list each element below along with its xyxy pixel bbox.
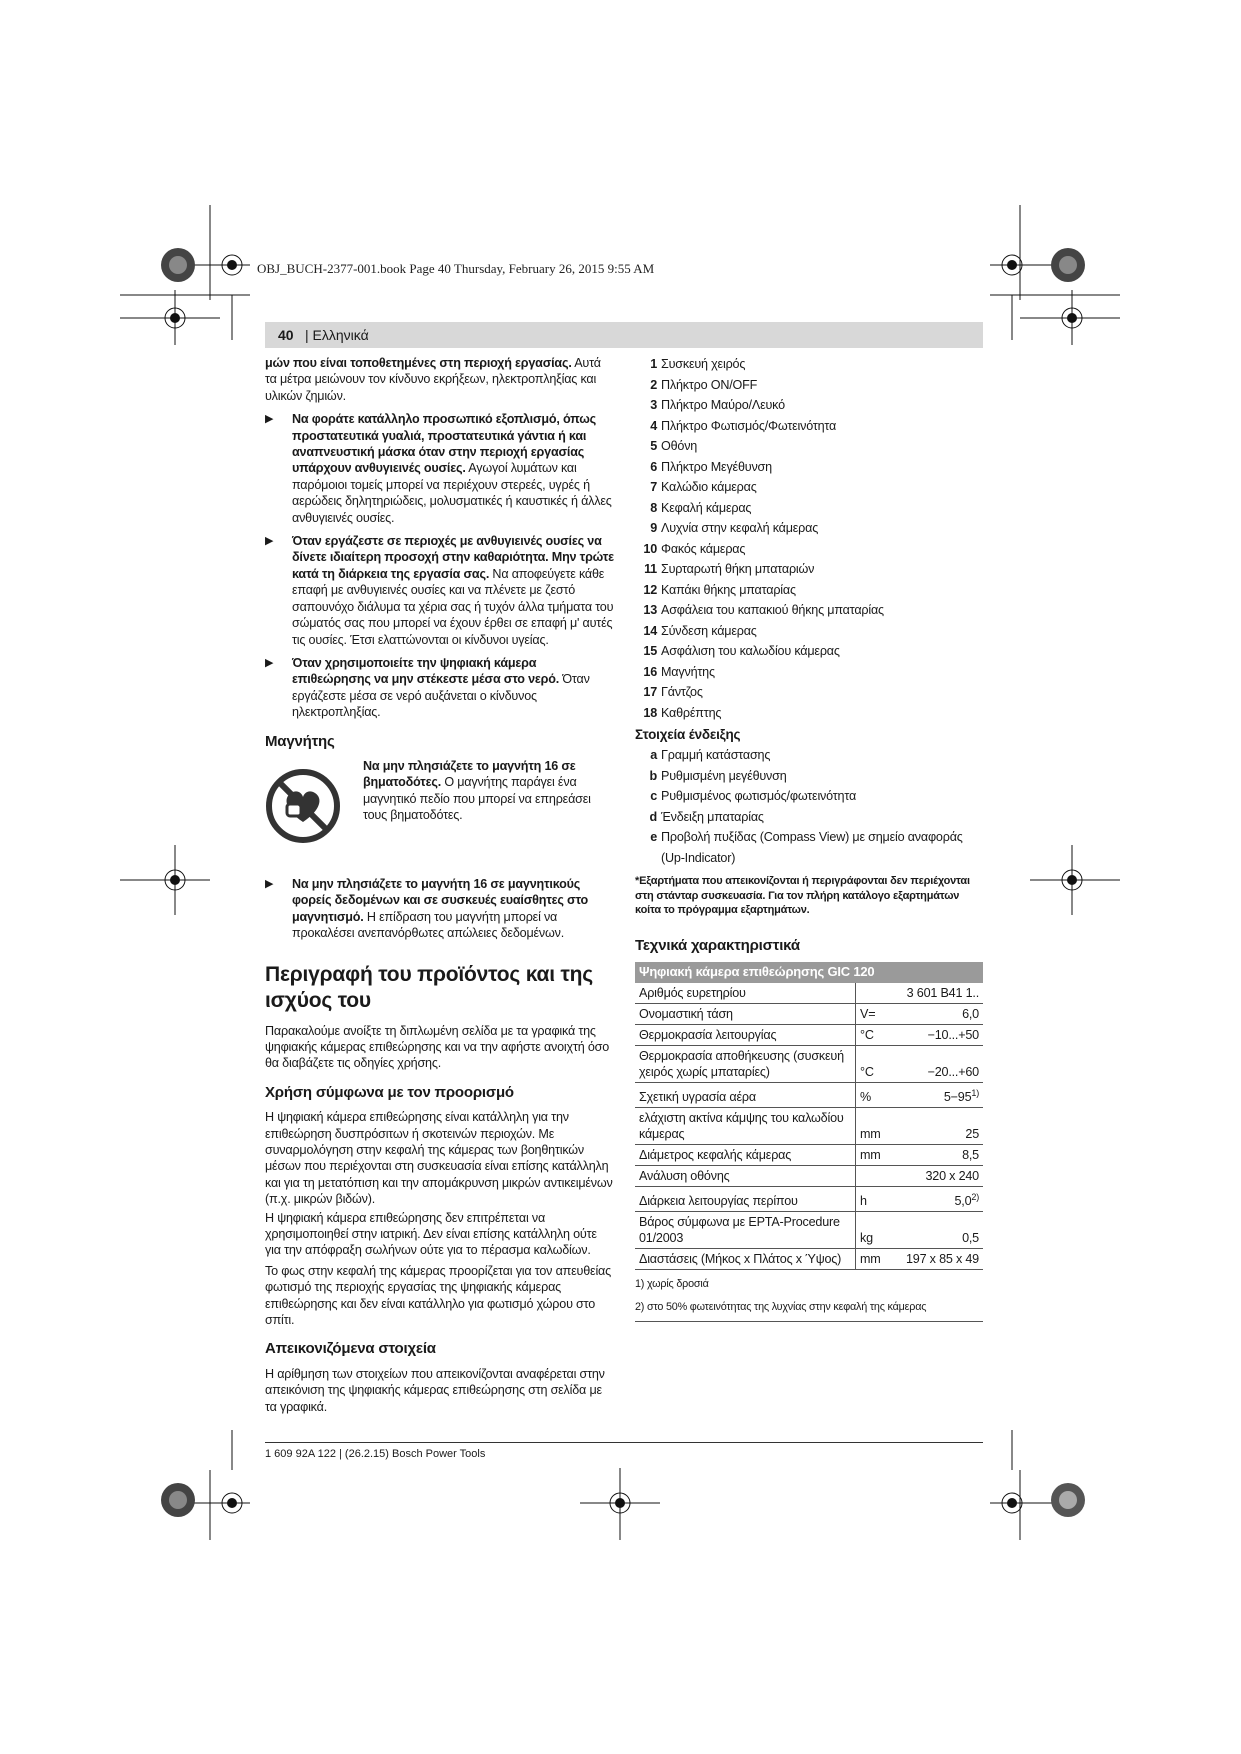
footnote-rule bbox=[635, 1321, 983, 1322]
bullet-triangle-icon: ▶ bbox=[265, 535, 274, 548]
spec-unit: mm bbox=[856, 1107, 895, 1144]
component-item bbox=[635, 703, 985, 724]
component-item bbox=[635, 457, 985, 478]
spec-label: Ανάλυση οθόνης bbox=[635, 1165, 856, 1186]
spec-label: Διαστάσεις (Μήκος x Πλάτος x Ύψος) bbox=[635, 1249, 856, 1270]
component-label: Γάντζος bbox=[661, 685, 703, 699]
component-label: Πλήκτρο Μεγέθυνση bbox=[661, 459, 772, 474]
component-number: 16 bbox=[643, 664, 657, 679]
component-number: 15 bbox=[643, 644, 657, 658]
bullet-item: ▶ Όταν χρησιμοποιείτε την ψηφιακή κάμερα επιθεώρησης να μην στέκεστε μέσα στο νερό. Όταν εργάζεστε μέσα σε νερό αυξάνεται ο κίνδυνος ηλεκτροπληξίας. bbox=[265, 655, 590, 720]
spec-row bbox=[635, 1144, 983, 1165]
component-item bbox=[635, 580, 985, 601]
component-number: 2 bbox=[650, 377, 657, 392]
paragraph: μών που είναι τοποθετημένες στη περιοχή εργασίας. Αυτά τα μέτρα μειώνουν τον κίνδυνο εκρήξεων, ηλεκτροπληξίας και υλικών ζημιών. bbox=[265, 356, 601, 403]
spec-row bbox=[635, 1082, 983, 1107]
component-number: 8 bbox=[650, 500, 657, 515]
page-header-bar bbox=[265, 322, 983, 348]
spec-label: Διάρκεια λειτουργίας περίπου bbox=[635, 1186, 856, 1211]
spec-unit bbox=[856, 1165, 895, 1186]
component-number: 1 bbox=[650, 357, 657, 371]
spec-label: Θερμοκρασία λειτουργίας bbox=[635, 1024, 856, 1045]
component-item bbox=[635, 416, 985, 437]
spec-label: Θερμοκρασία αποθήκευσης (συσκευή χειρός χωρίς μπαταρίες) bbox=[635, 1045, 856, 1082]
components-heading: Απεικονιζόμενα στοιχεία bbox=[265, 1340, 436, 1358]
component-label: Καθρέπτης bbox=[661, 705, 722, 720]
component-label: Λυχνία στην κεφαλή κάμερας bbox=[661, 521, 819, 535]
component-label: Πλήκτρο ON/OFF bbox=[661, 377, 758, 392]
component-number: 4 bbox=[650, 418, 657, 433]
spec-label: Βάρος σύμφωνα με EPTA-Procedure 01/2003 bbox=[635, 1212, 856, 1249]
spec-value: 8,5 bbox=[894, 1144, 983, 1165]
component-number: 17 bbox=[643, 685, 657, 699]
spec-row bbox=[635, 1212, 983, 1249]
component-number: 3 bbox=[650, 398, 657, 412]
display-item bbox=[635, 827, 985, 868]
component-item bbox=[635, 498, 985, 519]
component-label: Ασφάλεια του καπακιού θήκης μπαταρίας bbox=[661, 603, 884, 617]
tech-heading: Τεχνικά χαρακτηριστικά bbox=[635, 936, 800, 954]
spec-row bbox=[635, 1024, 983, 1045]
spec-unit: h bbox=[856, 1186, 895, 1211]
component-label: Πλήκτρο Μαύρο/Λευκό bbox=[661, 398, 785, 412]
display-heading: Στοιχεία ένδειξης bbox=[635, 727, 741, 742]
spec-unit: V= bbox=[856, 1003, 895, 1024]
section-language bbox=[305, 327, 369, 343]
header-separator: | bbox=[305, 327, 313, 343]
use-paragraph-1: Η ψηφιακή κάμερα επιθεώρησης είναι κατάλληλη για την επιθεώρηση δυσπρόσιτων ή σκοτεινών περιοχών. Με συναρμολόγηση στην κεφαλή της κάμερας των βοηθητικών μέσων που περιέχονται στη συσκευασία είναι επίσης κατάλληλη και για τη μετατόπιση και την απομάκρυνση μικρών αντικειμένων (π.χ. μικρών βιδών). bbox=[265, 1110, 613, 1207]
component-number: 18 bbox=[643, 705, 657, 720]
spec-value: −20...+60 bbox=[894, 1045, 983, 1082]
component-number: 10 bbox=[643, 541, 657, 556]
component-number: 9 bbox=[650, 521, 657, 535]
display-item-label: Γραμμή κατάστασης bbox=[661, 748, 771, 763]
display-item-letter: c bbox=[650, 789, 657, 804]
component-number: 7 bbox=[650, 480, 657, 494]
component-number: 13 bbox=[643, 603, 657, 617]
spec-row bbox=[635, 1186, 983, 1211]
component-number: 14 bbox=[643, 623, 657, 638]
component-label: Καλώδιο κάμερας bbox=[661, 480, 757, 494]
component-item bbox=[635, 600, 985, 621]
spec-label: Ονομαστική τάση bbox=[635, 1003, 856, 1024]
magnet-heading: Μαγνήτης bbox=[265, 732, 335, 750]
component-item bbox=[635, 539, 985, 560]
spec-value: $5-95^{1)}$ bbox=[894, 1082, 983, 1107]
left-column bbox=[265, 355, 615, 1415]
magnet-warning bbox=[265, 758, 615, 858]
display-items-list bbox=[635, 745, 985, 868]
file-info-header: OBJ_BUCH-2377-001.book Page 40 Thursday, February 26, 2015 9:55 AM bbox=[257, 261, 655, 276]
component-item bbox=[635, 354, 985, 375]
spec-value: 320 x 240 bbox=[894, 1165, 983, 1186]
page-footer: 1 609 92A 122 | (26.2.15) Bosch Power Tools bbox=[265, 1448, 486, 1460]
specs-table-title: Ψηφιακή κάμερα επιθεώρησης GIC 120 bbox=[635, 962, 983, 982]
spec-label: Διάμετρος κεφαλής κάμερας bbox=[635, 1144, 856, 1165]
spec-label: ελάχιστη ακτίνα κάμψης του καλωδίου κάμερας bbox=[635, 1107, 856, 1144]
display-item-letter: a bbox=[650, 748, 657, 763]
spec-unit: mm bbox=[856, 1249, 895, 1270]
spec-unit: °C bbox=[856, 1045, 895, 1082]
footnote-2: 2) στο 50% φωτεινότητας της λυχνίας στην κεφαλή της κάμερας bbox=[635, 1300, 927, 1313]
spec-row bbox=[635, 983, 983, 1004]
spec-value: 0,5 bbox=[894, 1212, 983, 1249]
components-list bbox=[635, 354, 985, 723]
bullet-triangle-icon: ▶ bbox=[265, 656, 274, 669]
component-label: Οθόνη bbox=[661, 439, 698, 453]
display-item-label: Προβολή πυξίδας (Compass View) με σημείο αναφοράς (Up-Indicator) bbox=[661, 830, 963, 865]
component-number: 12 bbox=[643, 582, 657, 597]
bullet-item: ▶ Να φοράτε κατάλληλο προσωπικό εξοπλισμό, όπως προστατευτικά γυαλιά, προστατευτικά γάντια ή και αναπνευστική μάσκα όταν στην περιοχή εργασίας υπάρχουν ανθυγιεινές ουσίες. Αγωγοί λυμάτων και παρόμοιοι τομείς μπορεί να περιέχουν στερεές, υγρές ή αερώδεις δηλητηριώδεις, μολυσματικές ή καυστικές ή άλλες ανθυγιεινές ουσίες. bbox=[265, 412, 612, 525]
magnet-note: Να μην πλησιάζετε το μαγνήτη 16 σε βηματοδότες. Ο μαγνήτης παράγει ένα μαγνητικό πεδίο που μπορεί να επηρεάσει τους βηματοδότες. bbox=[363, 758, 591, 823]
spec-unit: mm bbox=[856, 1144, 895, 1165]
display-item bbox=[635, 786, 985, 807]
component-item bbox=[635, 662, 985, 683]
display-item-letter: b bbox=[649, 768, 657, 783]
no-pacemaker-icon bbox=[265, 768, 341, 844]
display-item bbox=[635, 745, 985, 766]
bullet-item: ▶ Όταν εργάζεστε σε περιοχές με ανθυγιεινές ουσίες να δίνετε ιδιαίτερη προσοχή στην καθαριότητα. Μην τρώτε κατά τη διάρκεια της εργασία σας. Να αποφεύγετε κάθε επαφή με ανθυγιεινές ουσίες και να πλένετε με ζεστό σαπουνόχο διάλυμα τα χέρια σας ή τυχόν άλλα τμήματα του σώματός σας που μπορεί να έχουν έρθει σε επαφή μ' αυτές τις ουσίες. Έτσι ελαττώνονται οι κίνδυνοι υγείας. bbox=[265, 534, 614, 647]
use-paragraph-3: Το φως στην κεφαλή της κάμερας προορίζεται για τον απευθείας φωτισμό της περιοχής εργασίας της ψηφιακής κάμερας επιθεώρησης και δεν είναι κατάλληλο για φωτισμό χώρου στο σπίτι. bbox=[265, 1263, 612, 1328]
spec-label: Αριθμός ευρετηρίου bbox=[635, 983, 856, 1004]
use-heading: Χρήση σύμφωνα με τον προορισμό bbox=[265, 1083, 514, 1101]
language-label: Ελληνικά bbox=[312, 327, 369, 343]
components-paragraph: Η αρίθμηση των στοιχείων που απεικονίζονται αναφέρεται στην απεικόνιση της ψηφιακής κάμερας επιθεώρησης στη σελίδα με τα γραφικά. bbox=[265, 1366, 605, 1414]
bullet-triangle-icon: ▶ bbox=[265, 877, 274, 890]
specs-table bbox=[635, 962, 983, 1270]
component-label: Ασφάλιση του καλωδίου κάμερας bbox=[661, 644, 840, 658]
spec-value: 3 601 B41 1.. bbox=[894, 983, 983, 1004]
spec-value: 25 bbox=[894, 1107, 983, 1144]
footnote-ref: 2) bbox=[971, 1191, 979, 1202]
display-item bbox=[635, 807, 985, 828]
bullet-triangle-icon: ▶ bbox=[265, 413, 274, 426]
component-label: Σύνδεση κάμερας bbox=[661, 623, 757, 638]
display-item-letter: d bbox=[649, 809, 657, 824]
spec-value: 6,0 bbox=[894, 1003, 983, 1024]
component-number: 11 bbox=[644, 562, 657, 576]
component-item bbox=[635, 436, 985, 457]
component-item bbox=[635, 395, 985, 416]
display-item-label: Ρυθμισμένη μεγέθυνση bbox=[661, 768, 787, 783]
spec-row bbox=[635, 1107, 983, 1144]
bullet-item: ▶ Να μην πλησιάζετε το μαγνήτη 16 σε μαγνητικούς φορείς δεδομένων και σε συσκευές ευαίσθητες στο μαγνητισμό. Η επίδραση του μαγνήτη μπορεί να προκαλέσει ανεπανόρθωτες απώλειες δεδομένων. bbox=[265, 876, 589, 941]
display-item-letter: e bbox=[650, 830, 657, 845]
component-item bbox=[635, 518, 985, 539]
component-number: 5 bbox=[650, 439, 657, 453]
accessory-note: *Εξαρτήματα που απεικονίζονται ή περιγράφονται δεν περιέχονται στη στάνταρ συσκευασία. Για τον πλήρη κατάλογο εξαρτημάτων κοίτα το πρόγραμμα εξαρτημάτων. bbox=[635, 875, 970, 917]
spec-unit: % bbox=[856, 1082, 895, 1107]
spec-unit: kg bbox=[856, 1212, 895, 1249]
component-label: Πλήκτρο Φωτισμός/Φωτεινότητα bbox=[661, 418, 837, 433]
spec-row bbox=[635, 1045, 983, 1082]
component-label: Καπάκι θήκης μπαταρίας bbox=[661, 582, 796, 597]
component-label: Συσκευή χειρός bbox=[661, 357, 746, 371]
display-item-label: Ρυθμισμένος φωτισμός/φωτεινότητα bbox=[661, 789, 857, 804]
spec-unit bbox=[856, 983, 895, 1004]
right-column bbox=[635, 354, 985, 1322]
component-item bbox=[635, 477, 985, 498]
footnote-1: 1) χωρίς δροσιά bbox=[635, 1278, 709, 1291]
spec-unit: °C bbox=[856, 1024, 895, 1045]
spec-value: 5,0$^{2)}$ bbox=[894, 1186, 983, 1211]
section-title: Περιγραφή του προϊόντος και της ισχύος του bbox=[265, 962, 594, 1012]
section-intro: Παρακαλούμε ανοίξτε τη διπλωμένη σελίδα με τα γραφικά της ψηφιακής κάμερας επιθεώρησης και να την αφήστε ανοιχτή όσο θα διαβάζετε τις οδηγίες χρήσης. bbox=[265, 1023, 610, 1071]
use-paragraph-2: Η ψηφιακή κάμερα επιθεώρησης δεν επιτρέπεται να χρησιμοποιηθεί στην ιατρική. Δεν είναι επίσης κατάλληλη ούτε για την απόφραξη σωλήνων ούτε για το πέρασμα καλωδίων. bbox=[265, 1210, 597, 1258]
spec-value: −10...+50 bbox=[894, 1024, 983, 1045]
spec-row bbox=[635, 1249, 983, 1270]
page-number: 40 bbox=[278, 327, 294, 343]
footnote-ref: 1) bbox=[971, 1087, 979, 1098]
component-item bbox=[635, 621, 985, 642]
footer-rule bbox=[265, 1442, 983, 1443]
component-number: 6 bbox=[650, 459, 657, 474]
component-item bbox=[635, 559, 985, 580]
spec-row bbox=[635, 1003, 983, 1024]
component-item bbox=[635, 641, 985, 662]
component-label: Φακός κάμερας bbox=[661, 541, 746, 556]
spec-row bbox=[635, 1165, 983, 1186]
display-item-label: Ένδειξη μπαταρίας bbox=[661, 809, 764, 824]
component-label: Συρταρωτή θήκη μπαταριών bbox=[661, 562, 815, 576]
spec-value: 197 x 85 x 49 bbox=[894, 1249, 983, 1270]
component-label: Μαγνήτης bbox=[661, 664, 715, 679]
component-label: Κεφαλή κάμερας bbox=[661, 500, 752, 515]
display-item bbox=[635, 766, 985, 787]
component-item bbox=[635, 375, 985, 396]
component-item bbox=[635, 682, 985, 703]
spec-label: Σχετική υγρασία αέρα bbox=[635, 1082, 856, 1107]
